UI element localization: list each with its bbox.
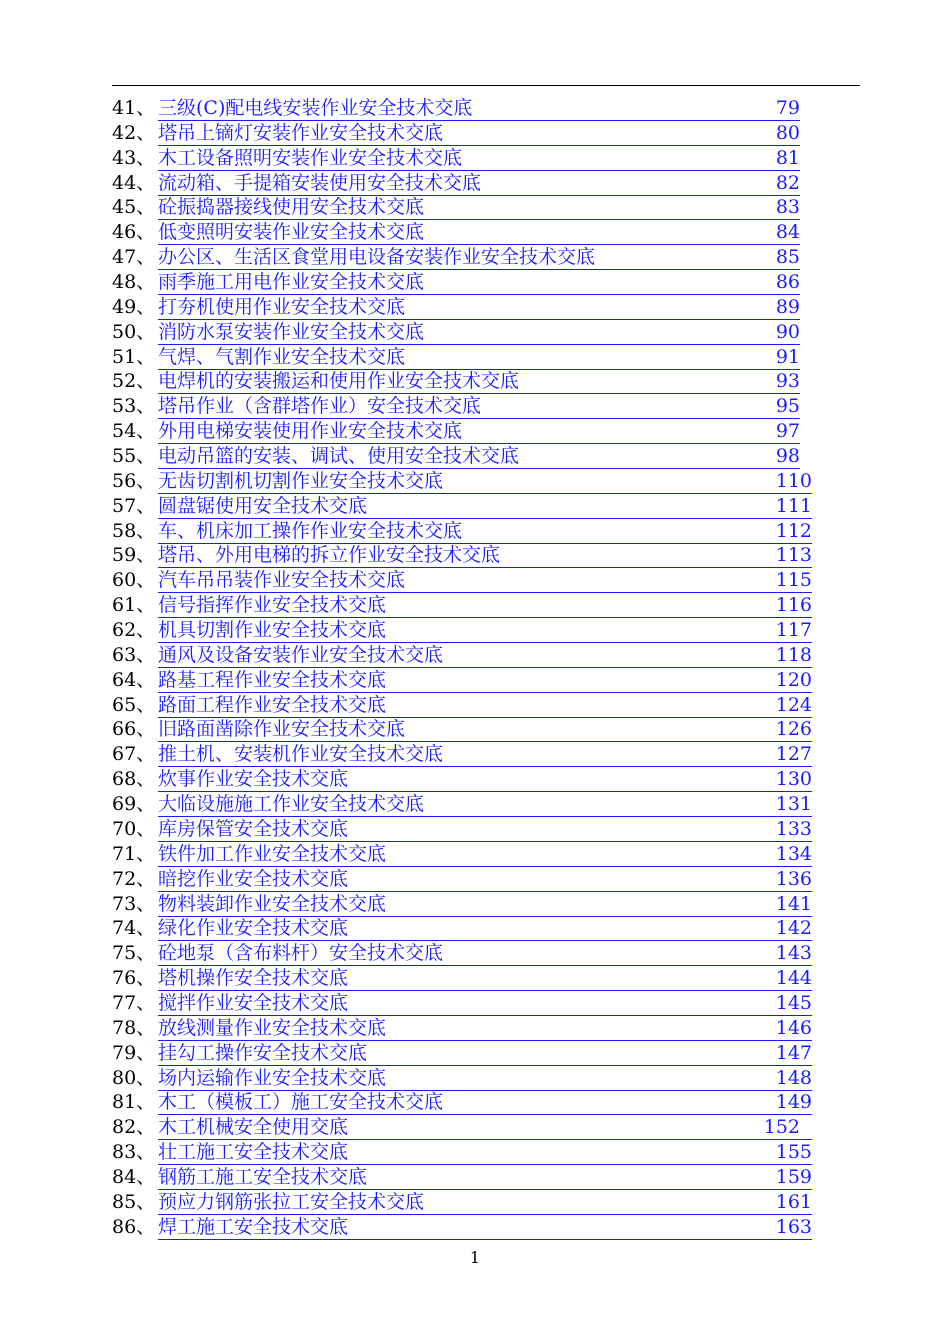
- toc-entry-title: 车、机床加工操作作业安全技术交底: [158, 519, 463, 542]
- toc-entry-number: 42、: [112, 121, 156, 144]
- toc-entry-link[interactable]: [158, 842, 812, 867]
- toc-entry-page: 113: [775, 544, 812, 567]
- toc-entry-link[interactable]: [158, 668, 812, 693]
- toc-entry-link[interactable]: [158, 345, 800, 370]
- toc-entry-link[interactable]: [158, 419, 800, 444]
- toc-entry-link[interactable]: [158, 1215, 812, 1240]
- toc-entry-number: 76、: [112, 967, 156, 990]
- toc-entry-page: 147: [775, 1041, 812, 1064]
- toc-entry-link[interactable]: [158, 1165, 812, 1190]
- toc-entry: [112, 494, 812, 519]
- toc-entry-number: 66、: [112, 718, 156, 741]
- toc-entry-link[interactable]: [158, 966, 812, 991]
- toc-entry-number: 55、: [112, 445, 156, 468]
- toc-entry-number: 58、: [112, 519, 156, 542]
- toc-entry-page: 98: [775, 445, 800, 468]
- toc-entry-title: 木工机械安全使用交底: [158, 1116, 349, 1139]
- toc-entry-number: 75、: [112, 942, 156, 965]
- toc-entry-number: 77、: [112, 991, 156, 1014]
- toc-entry: [112, 519, 812, 544]
- toc-entry-number: 62、: [112, 619, 156, 642]
- toc-entry-link[interactable]: [158, 270, 800, 295]
- toc-entry-link[interactable]: [158, 1115, 812, 1140]
- toc-entry: [112, 444, 812, 469]
- toc-entry-link[interactable]: [158, 792, 812, 817]
- toc-entry-number: 72、: [112, 867, 156, 890]
- toc-entry-number: 51、: [112, 345, 156, 368]
- toc-entry: [112, 146, 812, 171]
- toc-entry-title: 打夯机使用作业安全技术交底: [158, 295, 406, 318]
- toc-entry-title: 铁件加工作业安全技术交底: [158, 842, 387, 865]
- toc-entry-number: 44、: [112, 171, 156, 194]
- toc-entry-number: 79、: [112, 1041, 156, 1064]
- toc-entry: [112, 469, 812, 494]
- toc-entry-title: 砼地泵（含布料杆）安全技术交底: [158, 942, 444, 965]
- toc-entry-page: 120: [775, 668, 812, 691]
- toc-entry-page: 124: [775, 693, 812, 716]
- toc-entry-page: 126: [775, 718, 812, 741]
- toc-entry-title: 钢筋工施工安全技术交底: [158, 1165, 368, 1188]
- toc-entry-number: 67、: [112, 743, 156, 766]
- toc-entry-number: 73、: [112, 892, 156, 915]
- toc-entry: [112, 767, 812, 792]
- toc-entry: [112, 792, 812, 817]
- toc-entry-title: 木工设备照明安装作业安全技术交底: [158, 146, 463, 169]
- toc-entry-link[interactable]: [158, 1140, 812, 1165]
- toc-entry-page: 148: [775, 1066, 812, 1089]
- toc-entry-link[interactable]: [158, 867, 812, 892]
- toc-entry-title: 气焊、气割作业安全技术交底: [158, 345, 406, 368]
- toc-entry-title: 木工（模板工）施工安全技术交底: [158, 1091, 444, 1114]
- toc-entry-page: 117: [775, 619, 812, 642]
- toc-entry-link[interactable]: [158, 146, 800, 171]
- toc-entry-number: 47、: [112, 246, 156, 269]
- toc-entry-page: 134: [775, 842, 812, 865]
- toc-entry: [112, 991, 812, 1016]
- toc-entry: [112, 195, 812, 220]
- toc-entry-page: 97: [775, 420, 800, 443]
- toc-entry-title: 绿化作业安全技术交底: [158, 917, 349, 940]
- toc-entry-link[interactable]: [158, 916, 812, 941]
- toc-entry-link[interactable]: [158, 369, 800, 394]
- toc-entry-title: 塔吊上镝灯安装作业安全技术交底: [158, 121, 444, 144]
- toc-entry-page: 145: [775, 991, 812, 1014]
- toc-entry-number: 48、: [112, 271, 156, 294]
- toc-entry-page: 80: [775, 121, 800, 144]
- toc-entry-page: 149: [775, 1091, 812, 1114]
- toc-entry-number: 54、: [112, 420, 156, 443]
- toc-entry-page: 133: [775, 817, 812, 840]
- toc-entry-link[interactable]: [158, 469, 812, 494]
- toc-entry: [112, 1215, 812, 1240]
- toc-entry-title: 放线测量作业安全技术交底: [158, 1016, 387, 1039]
- toc-entry-link[interactable]: [158, 1090, 812, 1115]
- toc-entry-number: 59、: [112, 544, 156, 567]
- toc-entry-page: 89: [775, 295, 800, 318]
- toc-entry-title: 场内运输作业安全技术交底: [158, 1066, 387, 1089]
- toc-entry-page: 83: [775, 196, 800, 219]
- toc-entry-page: 146: [775, 1016, 812, 1039]
- toc-entry-link[interactable]: [158, 941, 812, 966]
- toc-entry-title: 炊事作业安全技术交底: [158, 768, 349, 791]
- toc-entry: [112, 1165, 812, 1190]
- toc-entry-page: 79: [775, 97, 800, 119]
- toc-entry-link[interactable]: [158, 742, 812, 767]
- toc-entry-link[interactable]: [158, 991, 812, 1016]
- toc-entry: [112, 270, 812, 295]
- toc-entry-page: 127: [775, 743, 812, 766]
- toc-entry-link[interactable]: [158, 295, 800, 320]
- toc-entry: [112, 842, 812, 867]
- toc-entry: [112, 543, 812, 568]
- toc-entry-link[interactable]: [158, 1041, 812, 1066]
- toc-entry: [112, 295, 812, 320]
- toc-entry-link[interactable]: [158, 519, 812, 544]
- toc-entry-link[interactable]: [158, 817, 812, 842]
- toc-entry-link[interactable]: [158, 1190, 812, 1215]
- toc-entry-page: 91: [775, 345, 800, 368]
- toc-entry-link[interactable]: [158, 220, 800, 245]
- toc-entry-title: 推土机、安装机作业安全技术交底: [158, 743, 444, 766]
- toc-entry-number: 64、: [112, 668, 156, 691]
- toc-entry: [112, 966, 812, 991]
- toc-entry-page: 93: [775, 370, 800, 393]
- toc-entry-page: 144: [775, 967, 812, 990]
- toc-entry-title: 无齿切割机切割作业安全技术交底: [158, 469, 444, 492]
- toc-entry-page: 85: [775, 246, 800, 269]
- toc-entry-title: 塔吊、外用电梯的拆立作业安全技术交底: [158, 544, 501, 567]
- toc-entry-number: 74、: [112, 917, 156, 940]
- toc-entry-title: 库房保管安全技术交底: [158, 817, 349, 840]
- toc-entry-title: 路面工程作业安全技术交底: [158, 693, 387, 716]
- toc-entry-link[interactable]: [158, 568, 812, 593]
- toc-entry-page: 82: [775, 171, 800, 194]
- toc-entry: [112, 717, 812, 742]
- toc-entry: [112, 916, 812, 941]
- toc-entry: [112, 1016, 812, 1041]
- toc-entry-link[interactable]: [158, 444, 800, 469]
- toc-entry: [112, 1090, 812, 1115]
- toc-entry-title: 搅拌作业安全技术交底: [158, 991, 349, 1014]
- toc-entry-page: 112: [775, 519, 812, 542]
- toc-entry: [112, 320, 812, 345]
- toc-entry-page: 110: [775, 469, 812, 492]
- toc-entry-title: 电焊机的安装搬运和使用作业安全技术交底: [158, 370, 520, 393]
- toc-entry-page: 163: [775, 1215, 812, 1238]
- toc-entry: [112, 668, 812, 693]
- header-rule: [112, 85, 860, 86]
- toc-entry-title: 焊工施工安全技术交底: [158, 1215, 349, 1238]
- toc-entry-number: 56、: [112, 469, 156, 492]
- toc-entry-title: 低变照明安装作业安全技术交底: [158, 221, 425, 244]
- toc-entry-page: 136: [775, 867, 812, 890]
- toc-entry: [112, 121, 812, 146]
- toc-entry: [112, 643, 812, 668]
- toc-entry-title: 雨季施工用电作业安全技术交底: [158, 271, 425, 294]
- toc-entry-title: 旧路面凿除作业安全技术交底: [158, 718, 406, 741]
- toc-entry-title: 消防水泵安装作业安全技术交底: [158, 320, 425, 343]
- toc-entry-title: 挂勾工操作安全技术交底: [158, 1041, 368, 1064]
- toc-entry-link[interactable]: [158, 494, 812, 519]
- toc-entry-number: 84、: [112, 1165, 156, 1188]
- toc-entry: [112, 593, 812, 618]
- toc-entry: [112, 742, 812, 767]
- toc-entry: [112, 96, 812, 121]
- toc-entry-number: 85、: [112, 1190, 156, 1213]
- toc-entry-number: 49、: [112, 295, 156, 318]
- toc-entry-title: 壮工施工安全技术交底: [158, 1141, 349, 1164]
- toc-entry: [112, 568, 812, 593]
- toc-entry-title: 信号指挥作业安全技术交底: [158, 594, 387, 617]
- toc-entry-title: 暗挖作业安全技术交底: [158, 867, 349, 890]
- toc-entry-title: 流动箱、手提箱安装使用安全技术交底: [158, 171, 482, 194]
- toc-entry: [112, 220, 812, 245]
- toc-entry-title: 通风及设备安装作业安全技术交底: [158, 643, 444, 666]
- toc-entry-title: 外用电梯安装使用作业安全技术交底: [158, 420, 463, 443]
- toc-entry-title: 汽车吊吊装作业安全技术交底: [158, 569, 406, 592]
- toc-entry-number: 41、: [112, 97, 156, 119]
- toc-entry-number: 52、: [112, 370, 156, 393]
- toc-entry-title: 圆盘锯使用安全技术交底: [158, 494, 368, 517]
- toc-entry: [112, 1140, 812, 1165]
- toc-entry-number: 80、: [112, 1066, 156, 1089]
- toc-entry-page: 86: [775, 271, 800, 294]
- toc-entry-link[interactable]: [158, 171, 800, 196]
- toc-entry: [112, 369, 812, 394]
- toc-entry-link[interactable]: [158, 717, 812, 742]
- toc-entry-link[interactable]: [158, 643, 812, 668]
- toc-entry-number: 57、: [112, 494, 156, 517]
- toc-entry-title: 物料装卸作业安全技术交底: [158, 892, 387, 915]
- toc-entry-title: 机具切割作业安全技术交底: [158, 619, 387, 642]
- toc-entry-page: 161: [775, 1190, 812, 1213]
- toc-entry-page: 143: [775, 942, 812, 965]
- toc-entry-title: 电动吊篮的安装、调试、使用安全技术交底: [158, 445, 520, 468]
- toc-entry-number: 43、: [112, 146, 156, 169]
- toc-entry-page: 155: [775, 1141, 812, 1164]
- toc-entry-link[interactable]: [158, 195, 800, 220]
- toc-entry-page: 116: [775, 594, 812, 617]
- toc-entry-title: 三级(C)配电线安装作业安全技术交底: [158, 97, 473, 119]
- toc-entry: [112, 1190, 812, 1215]
- toc-entry-link[interactable]: [158, 121, 800, 146]
- toc-entry: [112, 1041, 812, 1066]
- toc-entry-title: 砼振捣器接线使用安全技术交底: [158, 196, 425, 219]
- toc-entry-link[interactable]: [158, 593, 812, 618]
- toc-entry-page: 115: [775, 569, 812, 592]
- toc-entry-number: 68、: [112, 768, 156, 791]
- toc-entry: [112, 345, 812, 370]
- toc-entry: [112, 618, 812, 643]
- toc-entry-number: 83、: [112, 1141, 156, 1164]
- toc-entry: [112, 1066, 812, 1091]
- toc-entry-number: 50、: [112, 320, 156, 343]
- toc-entry: [112, 817, 812, 842]
- toc-entry: [112, 171, 812, 196]
- toc-entry-link[interactable]: [158, 1016, 812, 1041]
- toc-entry-title: 路基工程作业安全技术交底: [158, 668, 387, 691]
- toc-entry-link[interactable]: [158, 543, 812, 568]
- toc-entry-link[interactable]: [158, 693, 812, 718]
- toc-entry-link[interactable]: [158, 320, 800, 345]
- page-number: 1: [469, 1248, 481, 1267]
- table-of-contents: [112, 96, 812, 1240]
- toc-entry-page: 142: [775, 917, 812, 940]
- toc-entry-page: 95: [775, 395, 800, 418]
- toc-entry-number: 86、: [112, 1215, 156, 1238]
- toc-entry: [112, 394, 812, 419]
- toc-entry-link[interactable]: [158, 96, 800, 121]
- toc-entry-number: 71、: [112, 842, 156, 865]
- toc-entry-number: 69、: [112, 793, 156, 816]
- toc-entry-page: 81: [775, 146, 800, 169]
- toc-entry-number: 65、: [112, 693, 156, 716]
- toc-entry-page: 90: [775, 320, 800, 343]
- toc-entry-title: 办公区、生活区食堂用电设备安装作业安全技术交底: [158, 246, 596, 269]
- toc-entry: [112, 419, 812, 444]
- toc-entry-page: 152: [763, 1116, 800, 1139]
- toc-entry-number: 53、: [112, 395, 156, 418]
- toc-entry-page: 84: [775, 221, 800, 244]
- toc-entry: [112, 892, 812, 917]
- toc-entry-title: 预应力钢筋张拉工安全技术交底: [158, 1190, 425, 1213]
- toc-entry-title: 塔机操作安全技术交底: [158, 967, 349, 990]
- toc-entry-number: 78、: [112, 1016, 156, 1039]
- toc-entry-link[interactable]: [158, 767, 812, 792]
- toc-entry-number: 45、: [112, 196, 156, 219]
- toc-entry-link[interactable]: [158, 245, 800, 270]
- toc-entry-title: 塔吊作业（含群塔作业）安全技术交底: [158, 395, 482, 418]
- toc-entry-number: 70、: [112, 817, 156, 840]
- toc-entry-page: 141: [775, 892, 812, 915]
- toc-entry-number: 60、: [112, 569, 156, 592]
- toc-entry-page: 159: [775, 1165, 812, 1188]
- toc-entry-link[interactable]: [158, 394, 800, 419]
- toc-entry-number: 61、: [112, 594, 156, 617]
- toc-entry-number: 81、: [112, 1091, 156, 1114]
- toc-entry-page: 130: [775, 768, 812, 791]
- toc-entry-page: 111: [775, 494, 812, 517]
- toc-entry-link[interactable]: [158, 892, 812, 917]
- toc-entry-page: 118: [775, 643, 812, 666]
- toc-entry-title: 大临设施施工作业安全技术交底: [158, 793, 425, 816]
- toc-entry-number: 82、: [112, 1116, 156, 1139]
- toc-entry-link[interactable]: [158, 1066, 812, 1091]
- toc-entry-number: 63、: [112, 643, 156, 666]
- toc-entry-number: 46、: [112, 221, 156, 244]
- toc-entry: [112, 693, 812, 718]
- toc-entry: [112, 245, 812, 270]
- toc-entry: [112, 1115, 812, 1140]
- toc-entry: [112, 941, 812, 966]
- toc-entry-page: 131: [775, 793, 812, 816]
- toc-entry: [112, 867, 812, 892]
- toc-entry-link[interactable]: [158, 618, 812, 643]
